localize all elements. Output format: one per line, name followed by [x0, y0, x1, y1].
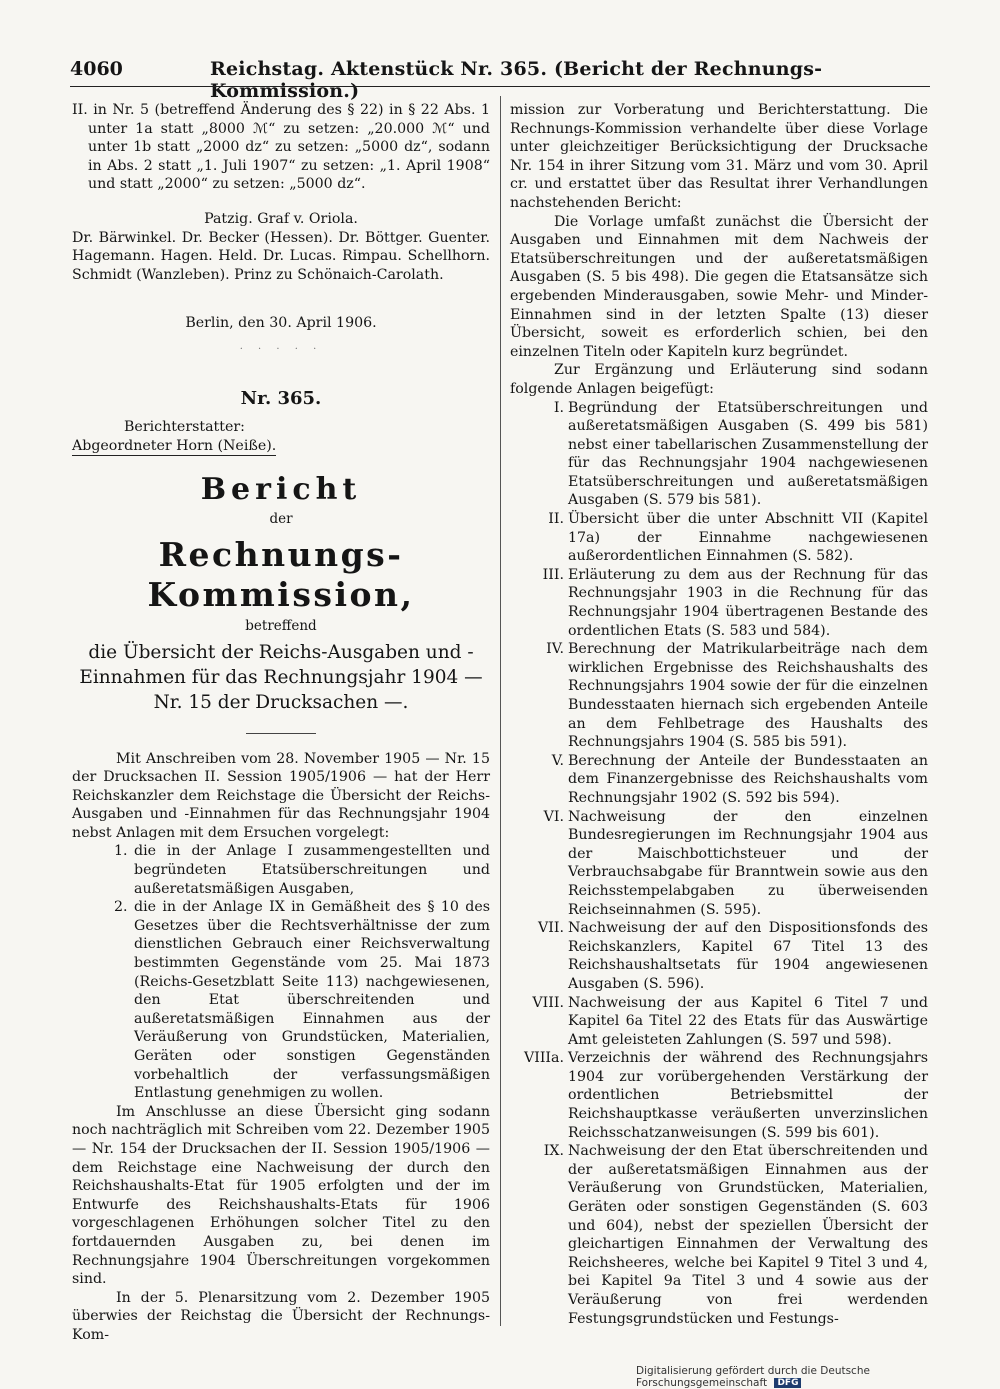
document-number: Nr. 365.: [240, 387, 322, 409]
amendment-text: II. in Nr. 5 (betreffend Änderung des § 22) in § 22 Abs. 1 unter 1a statt „8000 ℳ“ zu setzen: „20.000 ℳ“ und unter 1b statt „2000 dz“ zu setzen: „5000 dz“, sodann in Abs. 2 statt „1. Juli 1907“ zu setzen: „1. April 1908“ und statt „2000“ zu setzen: „5000 dz“.: [72, 102, 490, 193]
annex-number: IX.: [543, 1143, 564, 1160]
left-column: [72, 101, 490, 1345]
annex-text: Übersicht über die unter Abschnitt VII (Kapitel 17a) der Einnahme nachgewiesenen außerordentlichen Einnahmen (S. 582).: [568, 511, 928, 565]
heading-der: der: [269, 511, 293, 528]
annex-number: VIII.: [532, 994, 564, 1011]
digitization-credit: [636, 1365, 926, 1389]
annex-text: Erläuterung zu dem aus der Rechnung für das Rechnungsjahr 1903 in die Rechnung für das Rechnungsjahr 1904 übertragenen Bestande des ordentlichen Etats (S. 583 und 584).: [568, 566, 928, 639]
list-item-text: die in der Anlage I zusammengestellten und begründeten Etatsüberschreitungen und außeretatsmäßigen Ausgaben,: [134, 843, 490, 897]
subject-rule: [246, 733, 316, 734]
annex-item: [510, 1142, 928, 1328]
running-title: Reichstag. Aktenstück Nr. 365. (Bericht der Rechnungs-Kommission.): [210, 58, 823, 102]
annex-text: Verzeichnis der während des Rechnungsjahrs 1904 zur vorübergehenden Verstärkung der ordentlichen Betriebsmittel der Reichshauptkasse veräußerten unverzinslichen Reichsschatzanweisungen (S. 599 bis 601).: [568, 1050, 928, 1141]
paragraph: Zur Ergänzung und Erläuterung sind sodann folgende Anlagen beigefügt:: [510, 362, 928, 397]
commission-heading: Rechnungs-Kommission,: [147, 534, 415, 614]
annex-item: [510, 1049, 928, 1142]
dfg-logo: DFG: [774, 1378, 801, 1388]
reporter-name: Abgeordneter Horn (Neiße).: [72, 437, 276, 457]
annex-number: VI.: [543, 808, 564, 825]
annex-text: Begründung der Etatsüberschreitungen und außeretatsmäßigen Ausgaben (S. 499 bis 581) nebst einer tabellarischen Zusammenstellung der für das Rechnungsjahr 1904 nachgewiesenen Etatsüberschreitungen und außeretatsmäßigen Ausgaben (S. 579 bis 581).: [568, 399, 928, 509]
annex-text: Berechnung der Anteile der Bundesstaaten an dem Finanzergebnisse des Reichshaushalts vom Rechnungsjahr 1902 (S. 592 bis 594).: [568, 752, 928, 806]
page-header: [70, 58, 920, 102]
list-item: [72, 842, 490, 898]
right-column: [510, 101, 928, 1328]
column-divider: [500, 96, 501, 1326]
report-subject: die Übersicht der Reichs-Ausgaben und -Einnahmen für das Rechnungsjahr 1904 — Nr. 15 der Drucksachen —.: [79, 641, 483, 713]
date-line: Berlin, den 30. April 1906.: [185, 315, 377, 332]
paragraph: Mit Anschreiben vom 28. November 1905 — Nr. 15 der Drucksachen II. Session 1905/1906 — hat der Herr Reichskanzler dem Reichstage die Übersicht der Reichs-Ausgaben und -Einnahmen für das Rechnungsjahr 1904 nebst Anlagen mit dem Ersuchen vorgelegt:: [72, 750, 490, 841]
annex-item: [510, 399, 928, 511]
list-item-number: 2.: [114, 899, 128, 916]
annex-item: [510, 640, 928, 752]
list-item-text: die in der Anlage IX in Gemäßheit des § 10 des Gesetzes über die Rechtsverhältnisse der zum dienstlichen Gebrauch einer Reichsverwaltung bestimmten Gegenstände vom 25. Mai 1873 (Reichs-Gesetzblatt Seite 113) nachgewiesenen, den Etat überschreitenden und außeretatsmäßigen Einnahmen aus der Veräußerung von Grundstücken, Materialien, Geräten oder sonstigen Gegenständen vorbehaltlich der verfassungsmäßigen Entlastung genehmigen zu wollen.: [134, 899, 490, 1102]
header-rule: [70, 86, 930, 87]
annex-text: Nachweisung der den einzelnen Bundesregierungen im Rechnungsjahr 1904 aus der Maischbottichsteuer und der Verbrauchsabgabe für Branntwein sowie aus den Reichsstempelabgaben zu überweisenden Reichseinnahmen (S. 595).: [568, 808, 928, 918]
annex-text: Nachweisung der aus Kapitel 6 Titel 7 und Kapitel 6a Titel 22 des Etats für das Auswärtige Amt geleisteten Zahlungen (S. 597 und 598).: [568, 994, 928, 1048]
list-item-number: 1.: [114, 843, 128, 860]
annex-item: [510, 994, 928, 1050]
annex-text: Nachweisung der auf den Dispositionsfonds des Reichskanzlers, Kapitel 67 Titel 13 des Reichshaushaltsetats für 1904 angewiesenen Ausgaben (S. 596).: [568, 920, 928, 992]
credit-text: Digitalisierung gefördert durch die Deutsche Forschungsgemeinschaft: [636, 1365, 870, 1389]
annex-item: [510, 510, 928, 566]
annex-text: Nachweisung der den Etat überschreitenden und der außeretatsmäßigen Einnahmen aus der Veräußerung von Grundstücken, Materialien, Geräten oder sonstigen Gegenständen (S. 603 und 604), nebst der speziellen Übersicht der gleichartigen Einnahmen der Verwaltung des Reichsheeres, welche bei Kapitel 9 Titel 3 und 4, bei Kapitel 9a Titel 3 und 4 sowie aus der Veräußerung von frei werdenden Festungsgrundstücken und Festungs-: [568, 1143, 928, 1327]
report-heading: Bericht: [200, 472, 362, 508]
signature-names: Dr. Bärwinkel. Dr. Becker (Hessen). Dr. Böttger. Guenter. Hagemann. Hagen. Held. Dr. Lucas. Rimpau. Schellhorn. Schmidt (Wanzleben). Prinz zu Schönaich-Carolath.: [72, 229, 490, 283]
annex-number: VII.: [538, 920, 564, 937]
paragraph: In der 5. Plenarsitzung vom 2. Dezember 1905 überwies der Reichstag die Übersicht der Rechnungs-Kom-: [72, 1289, 490, 1343]
paragraph: Im Anschlusse an diese Übersicht ging sodann noch nachträglich mit Schreiben vom 22. Dezember 1905 — Nr. 154 der Drucksachen der II. Session 1905/1906 — dem Reichstage eine Nachweisung der durch den Reichshaushalts-Etat für 1905 erfolgten und der im Entwurfe des Reichshaushalts-Etats für 1906 vorgeschlagenen Erhöhungen solcher Titel zu den fortdauernden Ausgaben zu, bei denen im Rechnungsjahre 1904 Überschreitungen vorgekommen sind.: [72, 1103, 490, 1288]
annex-number: III.: [542, 566, 564, 583]
annex-item: [510, 566, 928, 640]
annex-number: II.: [548, 511, 564, 528]
paragraph: Die Vorlage umfaßt zunächst die Übersicht der Ausgaben und Einnahmen mit dem Nachweis der Etatsüberschreitungen und der außeretatsmäßigen Ausgaben (S. 5 bis 498). Die gegen die Etatsansätze sich ergebenden Minderausgaben, sowie Mehr- und Minder-Einnahmen sind in der letzten Spalte (13) dieser Übersicht, soweit es erforderlich schien, bei den einzelnen Titeln oder Kapiteln kurz begründet.: [510, 213, 928, 360]
annex-number: I.: [553, 399, 564, 416]
signature-line: Patzig. Graf v. Oriola.: [204, 210, 358, 227]
heading-betreffend: betreffend: [245, 617, 317, 634]
annex-text: Berechnung der Matrikularbeiträge nach dem wirklichen Ergebnisse des Reichshaushalts des Rechnungsjahrs 1904 sowie der für die einzelnen Bundesstaaten hiernach sich ergebenden Anteile an dem Fehlbetrage des Haushalts des Rechnungsjahrs 1904 (S. 585 bis 591).: [568, 641, 928, 751]
page-number: 4060: [70, 58, 123, 80]
reporter-label: Berichterstatter:: [124, 419, 245, 436]
annex-number: VIIIa.: [523, 1050, 564, 1067]
list-item: [72, 898, 490, 1103]
separator-dots: · · · · ·: [239, 343, 323, 355]
paragraph: mission zur Vorberatung und Berichterstattung. Die Rechnungs-Kommission verhandelte über diese Vorlage unter gleichzeitiger Berücksichtigung der Drucksache Nr. 154 in ihrer Sitzung vom 31. März und vom 30. April cr. und erstattet über das Resultat ihrer Verhandlungen nachstehenden Bericht:: [510, 102, 928, 211]
annex-item: [510, 808, 928, 920]
annex-item: [510, 919, 928, 993]
annex-number: V.: [551, 752, 564, 769]
annex-item: [510, 752, 928, 808]
annex-number: IV.: [546, 641, 564, 658]
